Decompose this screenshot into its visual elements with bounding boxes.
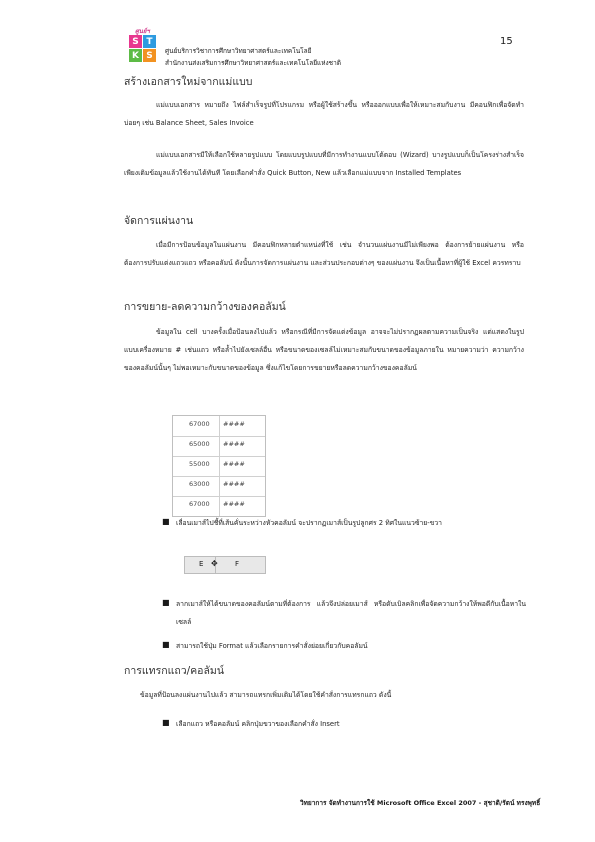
cell-number: 67000 (189, 420, 210, 428)
cell-hash: #### (223, 440, 245, 448)
cell-hash: #### (223, 480, 245, 488)
resize-cursor-icon: ✥ (211, 559, 218, 568)
logo-letter-s1: S (129, 35, 142, 48)
org-name-line2: สำนักงานส่งเสริมการศึกษาวิทยาศาสตร์และเทคโนโลยีแห่งชาติ (165, 59, 341, 67)
cell-hash: #### (223, 420, 245, 428)
bullet-icon: ■ (162, 640, 170, 649)
bullet-icon: ■ (162, 517, 170, 526)
bullet-text-resize-cursor: เลื่อนเมาส์ไปชี้ที่เส้นคั่นระหว่างหัวคอลัมน์ จะปรากฏเมาส์เป็นรูปลูกศร 2 ทิศในแนวซ้าย-ขวา (176, 519, 442, 527)
page-footer: วิทยาการ จัดทำงานการใช้ Microsoft Office Excel 2007 - สุชาติ/รัตน์ ทรงพุทธิ์ (300, 799, 541, 807)
logo-letter-k: K (129, 49, 142, 62)
cell-number: 55000 (189, 460, 210, 468)
logo-letter-s2: S (143, 49, 156, 62)
column-header-example (184, 556, 266, 574)
cell-hash: #### (223, 500, 245, 508)
org-name-line1: ศูนย์บริการวิชาการศึกษาวิทยาศาสตร์และเทคโนโลยี (165, 47, 312, 55)
bullet-text-insert-command: เลือกแถว หรือคอลัมน์ คลิกปุ่มขวาของเลือกคำสั่ง Insert (176, 720, 340, 728)
paragraph-manage-sheets: เมื่อมีการป้อนข้อมูลในแผ่นงาน มีคอนฟิกหลายตำแหน่งที่ใช้ เช่น จำนวนแผ่นงานมีไม่เพียงพอ ต้องการย้ายแผ่นงาน หรือต้องการปรับแต่งแถวแถว หรือคอลัมน์ ดังนั้นการจัดการแผ่นงาน และส่วนประกอบต่างๆ ของแผ่นงาน จึงเป็นเนื้อหาที่ผู้ใช้ Excel ควรทราบ (124, 241, 524, 267)
column-header-f: F (235, 560, 240, 568)
bullet-text-drag-resize: ลากเมาส์ให้ได้ขนาดของคอลัมน์ตามที่ต้องการ แล้วจึงปล่อยเมาส์ หรือดับเบิลคลิกเพื่อจัดความกว้างให้พอดีกับเนื้อหาในเซลล์ (176, 600, 526, 626)
cell-number: 65000 (189, 440, 210, 448)
paragraph-template-definition: แม่แบบเอกสาร หมายถึง ไฟล์สำเร็จรูปที่โปรแกรม หรือผู้ใช้สร้างขึ้น หรือออกแบบเพื่อให้เหมาะสมกับงาน มีคอนฟิกเพื่อจัดทำบ่อยๆ เช่น Balance Sheet, Sales Invoice (124, 101, 524, 127)
logo-tagline: ศูนย์ฯ (135, 28, 150, 35)
section-title-new-from-template: สร้างเอกสารใหม่จากแม่แบบ (124, 76, 253, 88)
org-logo (125, 26, 161, 70)
cell-number: 63000 (189, 480, 210, 488)
paragraph-template-options: แม่แบบเอกสารมีให้เลือกใช้หลายรูปแบบ โดยแบบรูปแบบที่มีการทำงานแบบโต้ตอบ (Wizard) บางรูปแบบก็เป็นโครงร่างสำเร็จ เพียงเติมข้อมูลแล้วใช้งานได้ทันที โดยเลือกคำสั่ง Quick Button, New แล้วเลือกแม่แบบจาก Installed Templates (124, 151, 524, 177)
section-title-insert-rows: การแทรกแถว/คอลัมน์ (124, 665, 225, 677)
cell-hash: #### (223, 460, 245, 468)
section-title-manage-sheets: จัดการแผ่นงาน (124, 215, 194, 227)
paragraph-column-width: ข้อมูลใน cell บางครั้งเมื่อป้อนลงไปแล้ว หรือกรณีที่มีการจัดแต่งข้อมูล อาจจะไม่ปรากฏผลตามความเป็นจริง แต่แสดงในรูปแบบเครื่องหมาย # เช่นแถว หรือล้ำไปยังเซลล์อื่น หรือขนาดของเซลล์ไม่เหมาะสมกับขนาดของข้อมูลภายใน หมายความว่า ความกว้างของคอลัมน์นั้นๆ ไม่พอเหมาะกับขนาดของข้อมูล ซึ่งแก้ไขโดยการขยายหรือลดความกว้างของคอลัมน์ (124, 328, 524, 372)
paragraph-insert-rows: ข้อมูลที่ป้อนลงแผ่นงานไปแล้ว สามารถแทรกเพิ่มเติมได้โดยใช้คำสั่งการแทรกแถว ดังนี้ (140, 691, 392, 699)
bullet-icon: ■ (162, 598, 170, 607)
cell-number: 67000 (189, 500, 210, 508)
bullet-text-format-button: สามารถใช้ปุ่ม Format แล้วเลือกรายการคำสั่งย่อยเกี่ยวกับคอลัมน์ (176, 642, 368, 650)
bullet-icon: ■ (162, 718, 170, 727)
column-header-e: E (199, 560, 204, 568)
section-title-column-width: การขยาย-ลดความกว้างของคอลัมน์ (124, 301, 286, 313)
logo-letter-t: T (143, 35, 156, 48)
spreadsheet-example (172, 415, 266, 517)
page-number: 15 (500, 36, 513, 47)
